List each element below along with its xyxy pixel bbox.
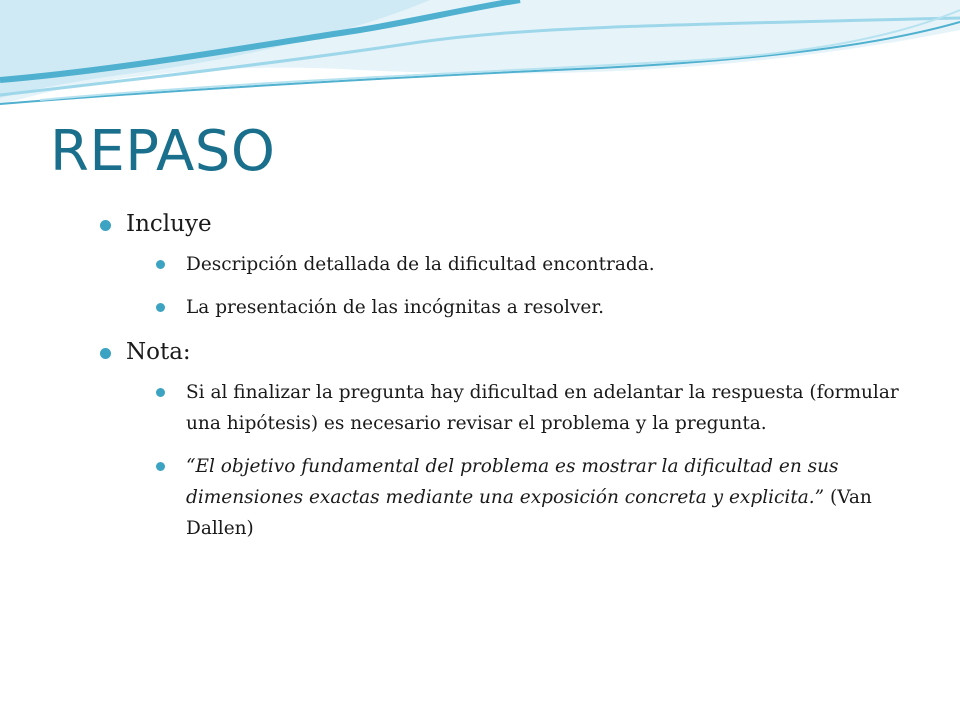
header-wave-decoration: [0, 0, 960, 130]
bullet-icon: [156, 260, 165, 269]
section-nota: [100, 335, 910, 544]
list-item: [156, 377, 910, 439]
bullet-icon: [100, 220, 111, 231]
slide-title: REPASO: [50, 119, 276, 184]
quote-text: “El objetivo fundamental del problema es mostrar la dificultad en sus dimensiones exactas mediante una exposición concreta y explicita.”: [186, 456, 839, 508]
section-incluye: [100, 207, 910, 323]
bullet-icon: [156, 462, 165, 471]
list-item: [156, 249, 910, 280]
list-item-text: La presentación de las incógnitas a resolver.: [186, 297, 605, 318]
bullet-icon: [100, 348, 111, 359]
section-heading: Incluye: [126, 211, 212, 237]
quote-item: [156, 451, 910, 544]
sub-list: [126, 249, 910, 323]
quote-attribution: (Van Dallen): [186, 487, 872, 539]
bullet-icon: [156, 303, 165, 312]
section-heading: Nota:: [126, 339, 191, 365]
list-item: [156, 292, 910, 323]
sub-list: [126, 377, 910, 544]
bullet-icon: [156, 388, 165, 397]
list-item-text: Si al finalizar la pregunta hay dificultad en adelantar la respuesta (formular una hipótesis) es necesario revisar el problema y la pregunta.: [186, 382, 899, 434]
slide-content: [100, 207, 910, 556]
list-item-text: Descripción detallada de la dificultad encontrada.: [186, 254, 655, 275]
